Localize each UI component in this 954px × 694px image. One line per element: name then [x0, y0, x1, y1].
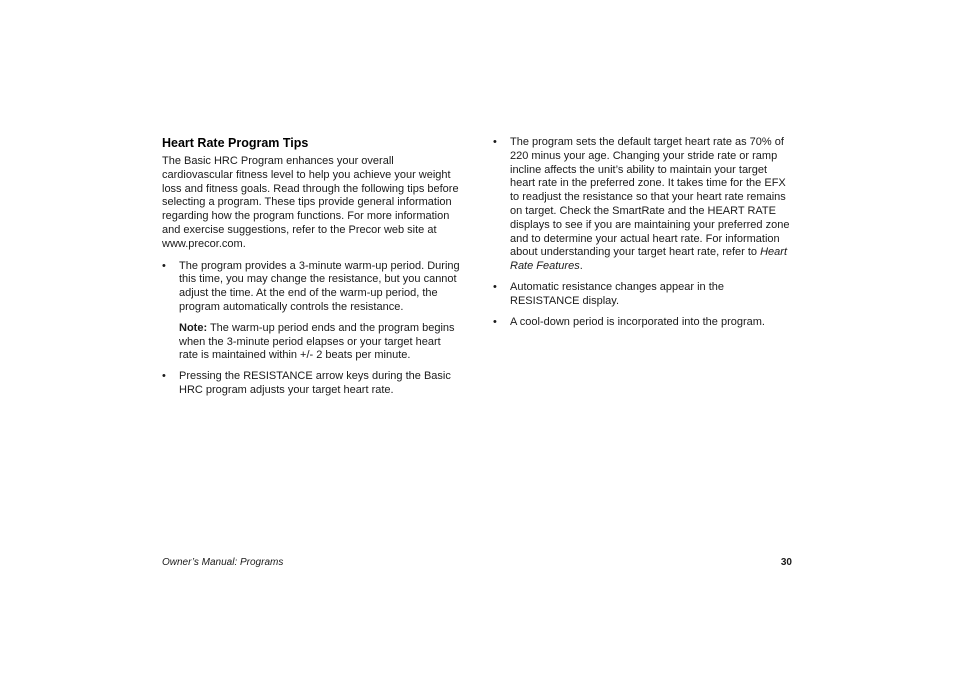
list-item — [493, 316, 793, 330]
list-item — [493, 136, 793, 274]
bullet-icon: • — [493, 280, 497, 293]
page-number: 30 — [780, 557, 792, 568]
note-label: Note: — [179, 321, 208, 334]
right-bullet-list — [493, 136, 793, 329]
list-item — [162, 260, 462, 364]
left-column — [162, 136, 462, 405]
bullet-text: Pressing the RESISTANCE arrow keys during the Basic HRC program adjusts your target heart rate. — [179, 370, 451, 396]
list-item — [162, 370, 462, 398]
note-text: The warm-up period ends and the program begins when the 3-minute period elapses or your target heart rate is maintained within +/- 2 beats per minute. — [179, 321, 455, 362]
cross-reference-link: Heart Rate Features — [510, 246, 788, 273]
footer-section-title: Owner’s Manual: Programs — [162, 557, 284, 568]
bullet-text — [510, 136, 793, 274]
right-column — [493, 136, 793, 336]
bullet-text-end: . — [579, 260, 583, 273]
bullet-icon: • — [162, 370, 166, 383]
bullet-text: A cool-down period is incorporated into the program. — [510, 315, 765, 328]
bullet-icon: • — [493, 136, 497, 148]
left-bullet-list — [162, 260, 462, 398]
bullet-icon: • — [162, 259, 166, 272]
section-heading: Heart Rate Program Tips — [162, 136, 309, 150]
intro-paragraph: The Basic HRC Program enhances your overall cardiovascular fitness level to help you achieve your weight loss and fitness goals. Read through the following tips before selecting a program. These tips provide general information regarding how the program functions. For more information and exercise suggestions, refer to the Precor web site at www.precor.com. — [162, 155, 459, 250]
bullet-text: Automatic resistance changes appear in the RESISTANCE display. — [510, 280, 725, 307]
bullet-text: The program provides a 3-minute warm-up period. During this time, you may change the resistance, but you cannot adjust the time. At the end of the warm-up period, the program automatically controls the resistance. — [179, 259, 460, 313]
note-paragraph — [179, 322, 462, 363]
list-item — [493, 281, 793, 309]
bullet-text-body: The program sets the default target heart rate as 70% of 220 minus your age. Changing your stride rate or ramp incline affects the unit’s ability to maintain your target heart rate in the preferred zone. It takes time for the EFX to readjust the resistance so that your heart rate remains on target. Check the SmartRate and the HEART RATE displays to see if you are maintaining your preferred zone and to determine your actual heart rate. For information about understanding your target heart rate, refer to — [510, 136, 790, 259]
bullet-icon: • — [493, 315, 497, 328]
